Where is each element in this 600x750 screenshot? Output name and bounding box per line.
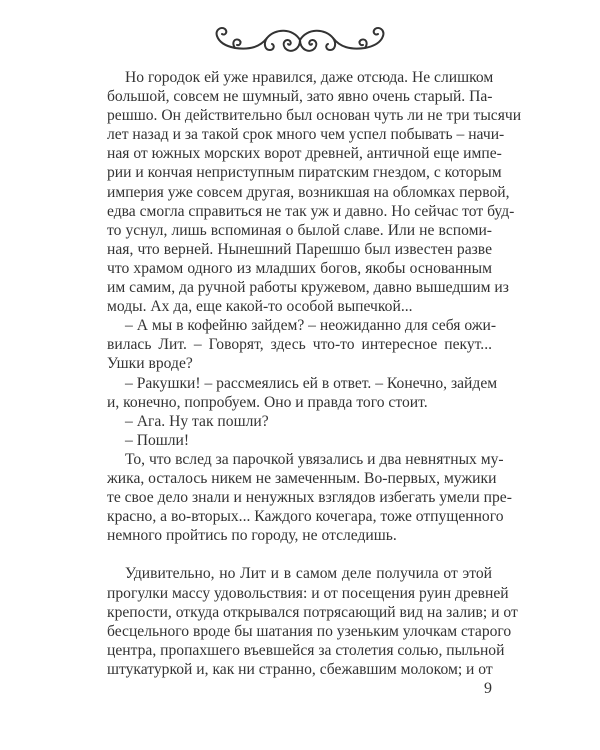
page-number: 9 xyxy=(484,680,492,697)
paragraph xyxy=(107,564,518,679)
paragraph xyxy=(107,68,522,316)
text-line: Но городок ей уже нравился, даже отсюда. Не слишком xyxy=(125,69,494,86)
text-line: крепости, откуда открывался потрясающий вид на залив; и от xyxy=(107,603,518,621)
text-line: прогулки массу удовольствия: и от посещения руин древней xyxy=(107,584,509,602)
text-line: Удивительно, но Лит и в самом деле получила от этой xyxy=(125,565,492,583)
text-line: и, конечно, попробуем. Оно и правда того стоит. xyxy=(107,393,428,411)
text-line: – Ага. Ну так пошли? xyxy=(125,412,269,430)
text-line: центра, пропахшего въевшейся за столетия солью, пыльной xyxy=(107,641,505,659)
text-line: То, что вслед за парочкой увязались и два невнятных му- xyxy=(125,450,504,468)
text-line: бесцельного вроде бы шатания по узеньким улочкам старого xyxy=(107,622,512,640)
text-line: империя уже совсем другая, возникшая на обломках первой, xyxy=(107,183,510,201)
text-line: рии и кончая неприступным пиратским гнездом, с которым xyxy=(107,164,502,182)
text-line: вилась Лит. – Говорят, здесь что-то интересное пекут... xyxy=(107,336,492,354)
text-line: ная, что верней. Нынешний Парешшо был известен разве xyxy=(107,240,492,258)
paragraph xyxy=(107,412,492,431)
text-line: красно, а во-вторых... Каждого кочегара, тоже отпущенного xyxy=(107,508,504,526)
text-line: им самим, да ручной работы кружевом, давно вышедшим из xyxy=(107,279,509,297)
text-line: Ушки вроде? xyxy=(107,355,193,373)
decorative-flourish-icon xyxy=(205,20,395,60)
text-line: решшо. Он действительно был основан чуть ли не три тысячи xyxy=(107,107,522,125)
text-line: – А мы в кофейню зайдем? – неожиданно для себя ожи- xyxy=(125,317,497,335)
paragraph-gap xyxy=(107,545,492,564)
text-line: немного пройтись по городу, не отследишь. xyxy=(107,527,397,545)
text-line: штукатуркой и, как ни странно, сбежавшим молоком; и от xyxy=(107,660,493,678)
text-line: ная от южных морских ворот древней, античной еще импе- xyxy=(107,145,502,163)
text-line: – Пошли! xyxy=(125,431,190,449)
text-line: те свое дело знали и ненужных взглядов избегать умели пре- xyxy=(107,489,512,507)
text-line: жика, осталось никем не замеченным. Во-первых, мужики xyxy=(107,469,497,487)
paragraph xyxy=(107,374,498,412)
text-line: – Ракушки! – рассмеялись ей в ответ. – Конечно, зайдем xyxy=(125,374,498,392)
body-text xyxy=(107,68,522,679)
text-line: большой, совсем не шумный, зато явно очень старый. Па- xyxy=(107,88,493,106)
text-line: моды. Ах да, еще какой-то особой выпечкой... xyxy=(107,298,413,316)
text-line: что храмом одного из младших богов, якобы основанным xyxy=(107,259,492,277)
text-line: то уснул, лишь вспоминая о былой славе. Или не вспоми- xyxy=(107,221,492,239)
paragraph xyxy=(107,431,492,450)
text-line: едва смогла справиться не так уж и давно. Но сейчас тот буд- xyxy=(107,202,515,220)
paragraph xyxy=(107,316,497,373)
paragraph xyxy=(107,450,512,545)
text-line: лет назад и за такой срок много чем успел побывать – начи- xyxy=(107,126,505,144)
